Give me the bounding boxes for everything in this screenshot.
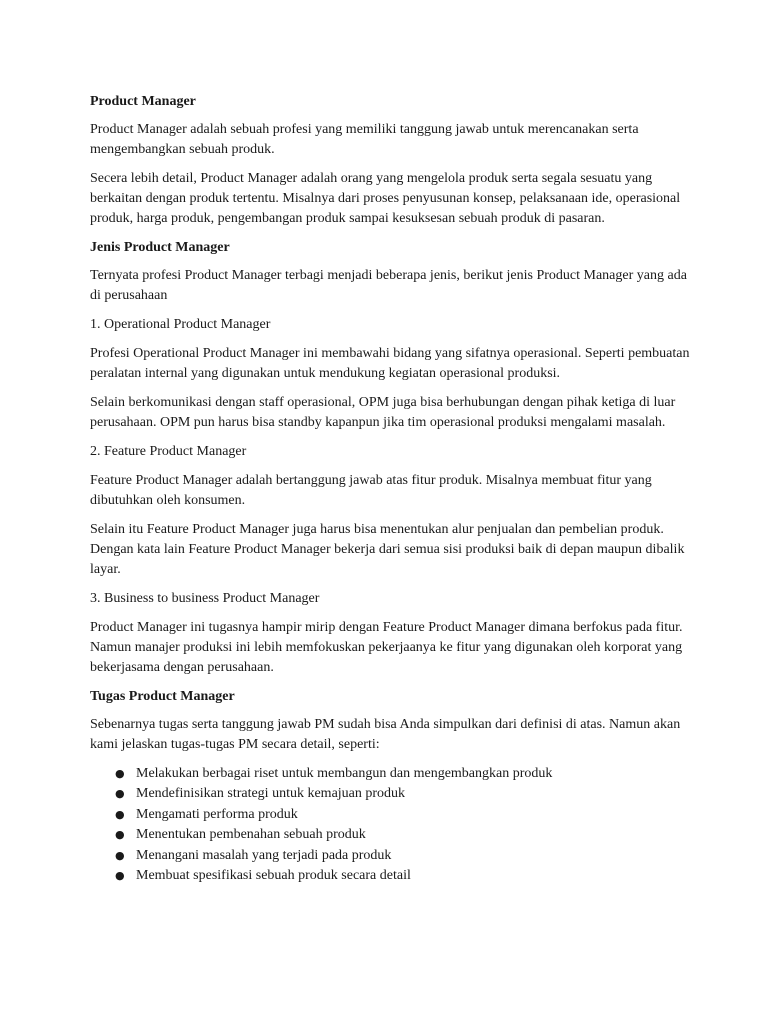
bullet-icon: ● (115, 828, 125, 842)
list-item-text: Melakukan berbagai riset untuk membangun dan mengembangkan produk (136, 766, 553, 781)
paragraph: Profesi Operational Product Manager ini membawahi bidang yang sifatnya operasional. Seperti pembuatan peralatan internal yang digunakan untuk mendukung kegiatan operasional produksi. (90, 346, 690, 381)
list-item (115, 805, 690, 825)
bullet-icon: ● (115, 787, 125, 801)
list-item-text: Mendefinisikan strategi untuk kemajuan produk (136, 786, 406, 802)
list-item-text: Mengamati performa produk (136, 806, 298, 822)
document-body (90, 92, 690, 886)
list-item (115, 866, 690, 886)
bullet-icon: ● (115, 869, 125, 883)
paragraph: Secera lebih detail, Product Manager adalah orang yang mengelola produk serta segala sesuatu yang berkaitan dengan produk tertentu. Misalnya dari proses penyusunan konsep, pelaksanaan ide, operasional produk, harga produk, pengembangan produk sampai kesuksesan sebuah produk di pasaran. (90, 171, 681, 226)
list-item (115, 846, 690, 866)
bullet-icon: ● (115, 807, 125, 821)
subheading-feature-product-manager: 2. Feature Product Manager (90, 444, 247, 459)
paragraph: Feature Product Manager adalah bertanggung jawab atas fitur produk. Misalnya membuat fitur yang dibutuhkan oleh konsumen. (90, 473, 652, 508)
bullet-icon: ● (115, 767, 125, 780)
paragraph: Product Manager ini tugasnya hampir mirip dengan Feature Product Manager dimana berfokus pada fitur. Namun manajer produksi ini lebih memfokuskan pekerjaanya ke fitur yang digunakan oleh korporat yang bekerjasama dengan perusahaan. (90, 620, 683, 675)
list-item (115, 764, 690, 784)
subheading-operational-product-manager: 1. Operational Product Manager (90, 317, 271, 332)
paragraph: Sebenarnya tugas serta tanggung jawab PM sudah bisa Anda simpulkan dari definisi di atas. Namun akan kami jelaskan tugas-tugas PM secara detail, seperti: (90, 717, 681, 752)
bullet-icon: ● (115, 848, 125, 862)
paragraph: Ternyata profesi Product Manager terbagi menjadi beberapa jenis, berikut jenis Product Manager yang ada di perusahaan (90, 268, 687, 303)
task-bullet-list (90, 764, 690, 886)
section-heading-product-manager: Product Manager (90, 94, 196, 109)
paragraph: Product Manager adalah sebuah profesi yang memiliki tanggung jawab untuk merencanakan serta mengembangkan sebuah produk. (90, 122, 639, 157)
paragraph: Selain itu Feature Product Manager juga harus bisa menentukan alur penjualan dan pembelian produk. Dengan kata lain Feature Product Manager bekerja dari semua sisi produksi baik di depan maupun dibalik layar. (90, 522, 685, 577)
list-item-text: Membuat spesifikasi sebuah produk secara detail (136, 868, 411, 884)
paragraph: Selain berkomunikasi dengan staff operasional, OPM juga bisa berhubungan dengan pihak ketiga di luar perusahaan. OPM pun harus bisa standby kapanpun jika tim operasional produksi mengalami masalah. (90, 395, 676, 430)
list-item (115, 784, 690, 804)
list-item (115, 825, 690, 845)
subheading-b2b-product-manager: 3. Business to business Product Manager (90, 591, 320, 606)
list-item-text: Menangani masalah yang terjadi pada produk (136, 847, 392, 863)
section-heading-tugas-product-manager: Tugas Product Manager (90, 689, 235, 704)
list-item-text: Menentukan pembenahan sebuah produk (136, 827, 366, 843)
section-heading-jenis-product-manager: Jenis Product Manager (90, 240, 230, 255)
